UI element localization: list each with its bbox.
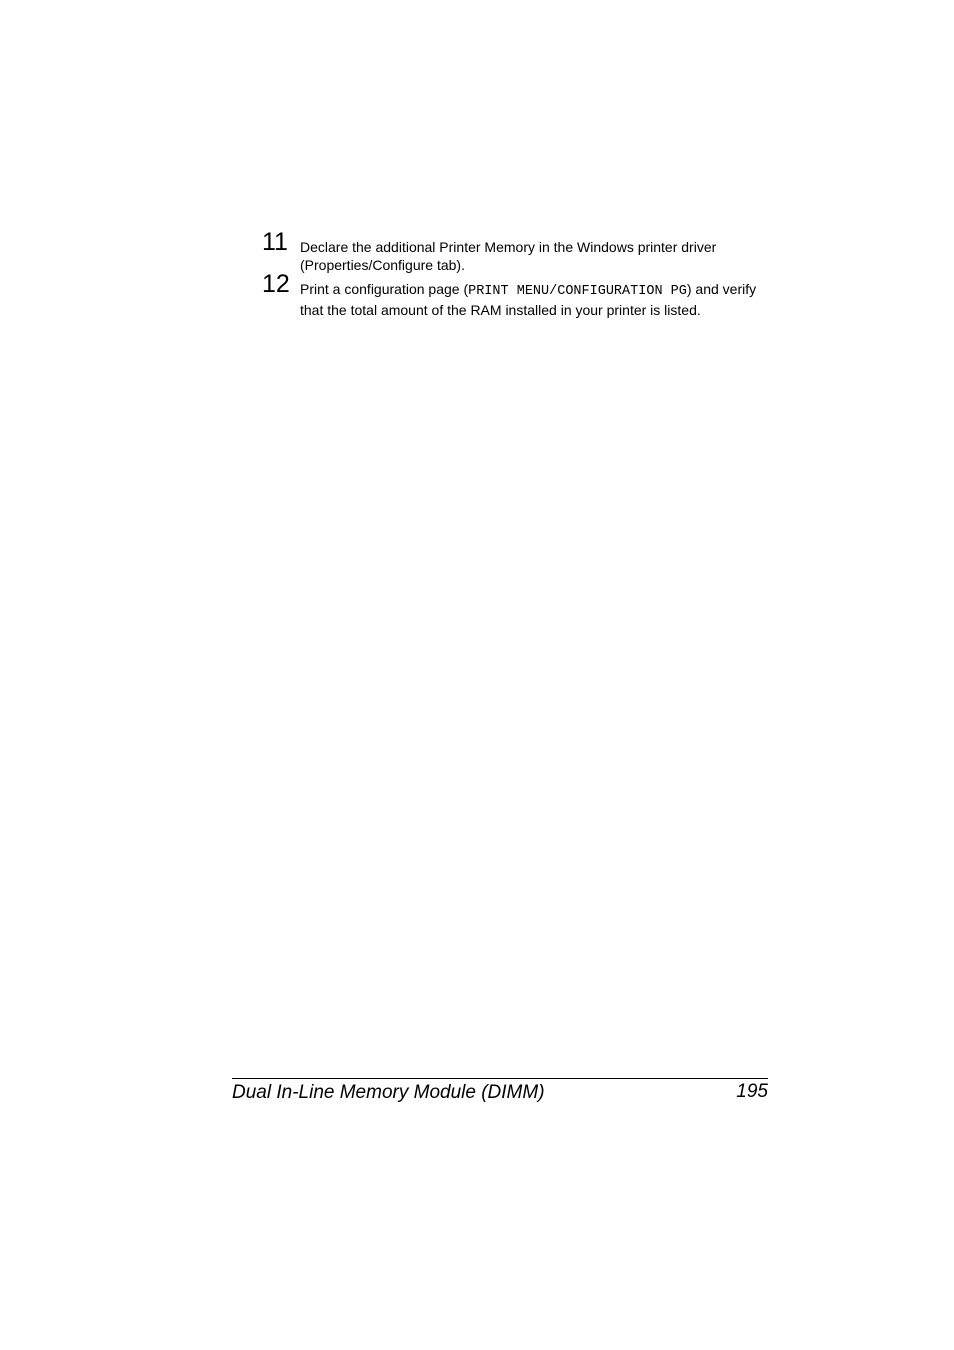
step-number: 12 — [262, 270, 290, 298]
page-number: 195 — [736, 1081, 768, 1102]
menu-path-code: PRINT MENU/CONFIGURATION PG — [468, 284, 687, 299]
step-text-after: ) and verify that the total amount of the RAM installed in your printer is listed. — [300, 281, 757, 318]
footer-title: Dual In-Line Memory Module (DIMM) — [232, 1082, 545, 1103]
footer-rule — [232, 1078, 768, 1079]
step-text — [300, 280, 780, 319]
step-text: Declare the additional Printer Memory in the Windows printer driver (Properties/Configure tab). — [300, 239, 717, 273]
step-text-before: Print a configuration page ( — [300, 281, 469, 297]
step-number: 11 — [262, 228, 288, 256]
